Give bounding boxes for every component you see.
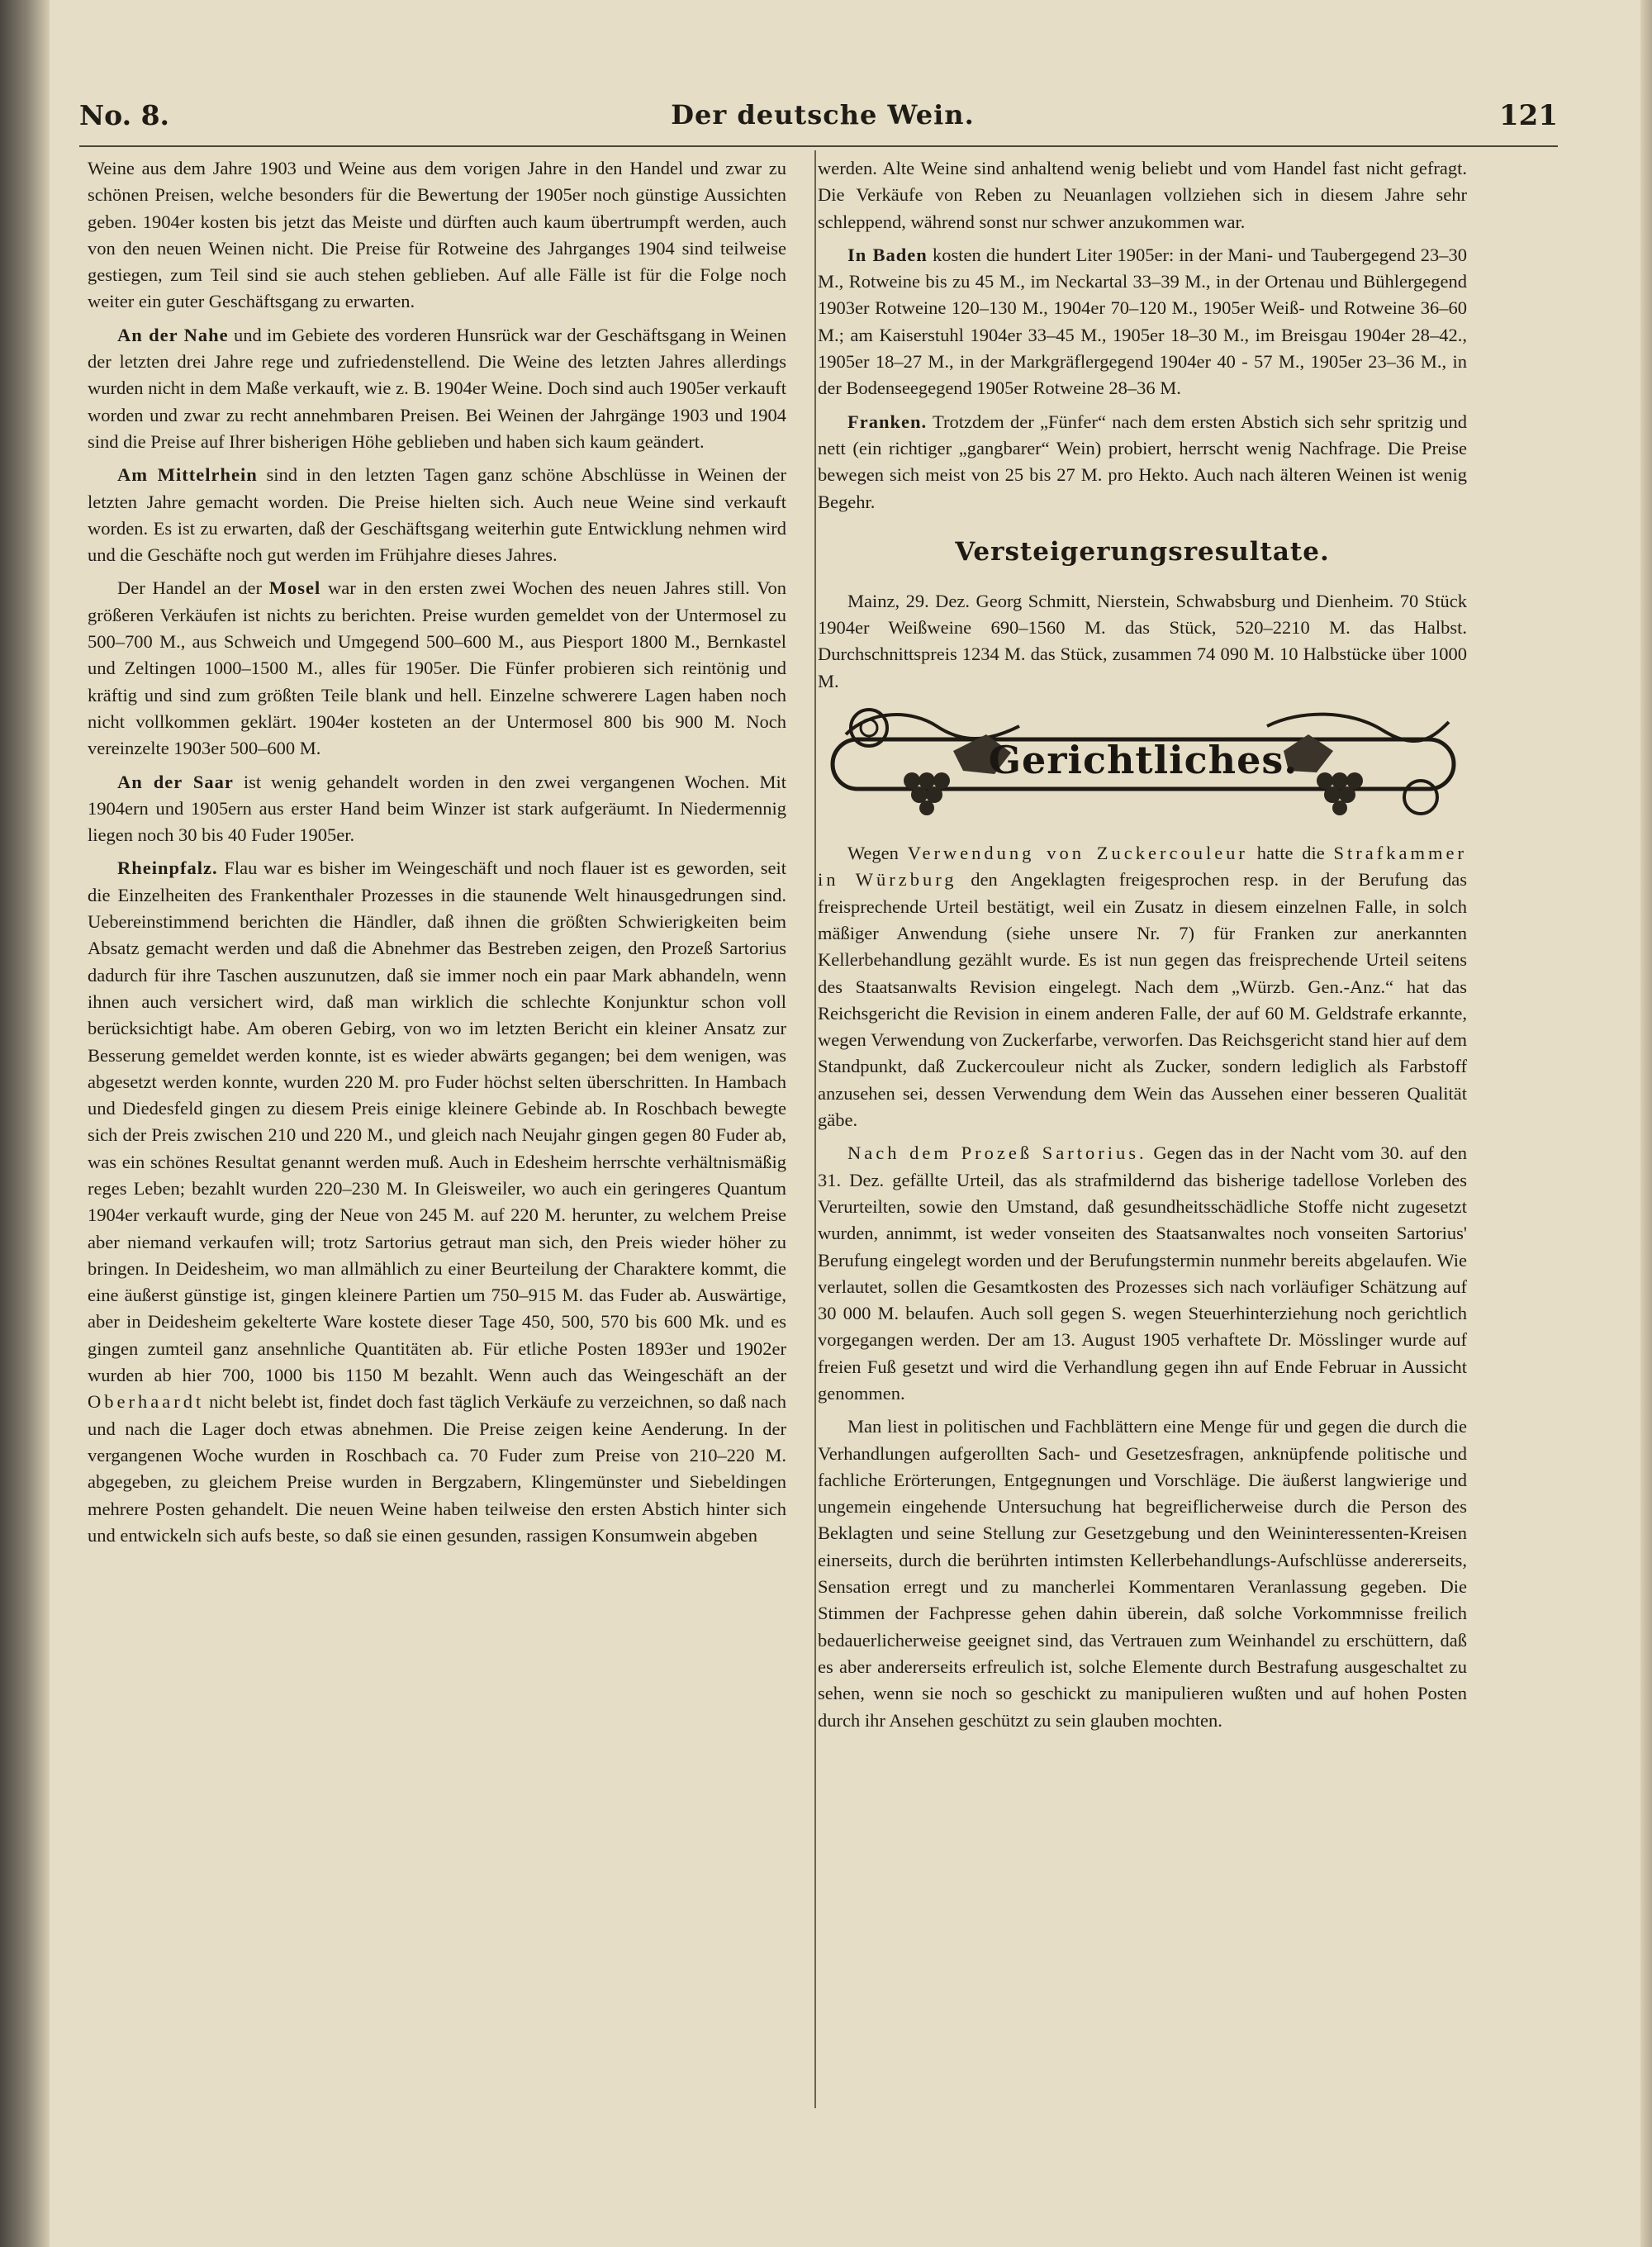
header-rule — [79, 145, 1558, 147]
paragraph-text: Mainz, 29. Dez. Georg Schmitt, Nierstein, Schwabsburg und Dienheim. 70 Stück 1904er Weißweine 690–1560 M. das Stück, 520–2210 M. das Halbst. Durchschnittspreis 1234 M. das Stück, zusammen 74 090 M. 10 Halbstücke über 1000 M. — [818, 590, 1467, 691]
region-heading: An der Saar — [117, 771, 234, 792]
paragraph — [818, 155, 1467, 235]
paragraph-press — [818, 1413, 1467, 1734]
paragraph-sartorius — [818, 1140, 1467, 1407]
paragraph-text: Trotzdem der „Fünfer“ nach dem ersten Abstich sich sehr spritzig und nett (ein richtiger „gangbarer“ Wein) probiert, herrscht wenig Nachfrage. Die Preise bewegen sich meist von 25 bis 27 M. pro Hekto. Auch nach älteren Weinen ist wenig Begehr. — [818, 411, 1467, 512]
region-heading: Am Mittelrhein — [117, 464, 258, 486]
paragraph-text: war in den ersten zwei Wochen des neuen Jahres still. Von größeren Verkäufen ist nichts zu berichten. Preise wurden gemeldet von der Untermosel zu 500–700 M., aus Schweich und Umgegend 500–600 M., aus Piesport 1800 M., Bernkastel und Zeltingen 1000–1500 M., alles für 1905er. Die Fünfer probieren sich reintönig und kräftig und sind zum größten Teile blank und hell. Einzelne schwerere Lagen haben noch nicht vollkommen geklärt. 1904er kosteten an der Untermosel 800 bis 900 M. Noch vereinzelte 1903er 500–600 M. — [88, 577, 787, 759]
paragraph-baden — [818, 242, 1467, 402]
region-heading: Franken. — [847, 411, 928, 432]
region-heading: In Baden — [847, 244, 928, 265]
paragraph-text: Der Handel an der — [117, 577, 269, 599]
page-edge — [1640, 0, 1652, 2247]
binding-gutter — [0, 0, 50, 2247]
banner-title: Gerichtliches. — [988, 738, 1298, 783]
paragraph-text: den Angeklagten freigesprochen resp. in der Berufung das freisprechende Urteil bestätigt, weil ein Zusatz in diesem einzelnen Falle, in solch mäßiger Anwendung (siehe unsere Nr. 7) für Franken zur anerkannten Kellerbehandlung gezählt wurde. Es ist nun gegen das freisprechende Urteil seitens des Staatsanwalts Revision eingelegt. Nach dem „Würzb. Gen.-Anz.“ hat das Reichsgericht die Revision in einem anderen Falle, der auf 60 M. Geldstrafe erkannte, wegen Verwendung von Zuckerfarbe, verworfen. Das Reichsgericht stand hier auf dem Standpunkt, daß Zuckercouleur nicht als Zucker, sondern lediglich als Farbstoff anzusehen sei, dessen Verwendung dem Wein das Aussehen einer besseren Qualität gäbe. — [818, 869, 1467, 1131]
section-banner — [821, 701, 1465, 824]
region-heading: Rheinpfalz. — [117, 857, 218, 879]
paragraph-text: Weine aus dem Jahre 1903 und Weine aus dem vorigen Jahre in den Handel und zwar zu schönen Preisen, welche besonders für die Bewertung der 1905er noch günstige Aussichten geben. 1904er kosten bis jetzt das Meiste und dürften auch kaum übertrumpft werden, auch von den neuen Weinen nicht. Die Preise für Rotweine des Jahrganges 1904 sind teilweise gestiegen, zum Teil sind sie auch stehen geblieben. Auf alle Fälle ist für die Folge noch weiter ein guter Geschäftsgang zu erwarten. — [88, 158, 786, 312]
paragraph-text: und im Gebiete des vorderen Hunsrück war der Geschäftsgang in Weinen der letzten drei Jahre rege und zufriedenstellend. Die Weine des letzten Jahres allerdings wurden nicht in dem Maße verkauft, wie z. B. 1904er Weine. Doch sind auch 1905er verkauft worden und zwar zu recht annehmbaren Preisen. Bei Weinen der Jahrgänge 1903 und 1904 sind die Preise auf Ihrer bisherigen Höhe geblieben und haben sich kaum geändert. — [88, 324, 786, 452]
paragraph-text: Gegen das in der Nacht vom 30. auf den 31. Dez. gefällte Urteil, das als strafmildernd das bisherige tadellose Vorleben des Verurteilten, sowie den Umstand, daß gesundheitsschädliche Stoffe nicht zugesetzt wurden, annimmt, ist weder vonseiten des Staatsanwaltes noch vonseiten Sartorius' Berufung eingelegt worden und der Berufungstermin nunmehr bereits abgelaufen. Wie verlautet, sollen die Gesamtkosten des Prozesses sich nach vorläufiger Schätzung auf 30 000 M. belaufen. Auch soll gegen S. wegen Steuerhinterziehung noch gerichtlich vorgegangen werden. Der am 13. August 1905 verhaftete Dr. Mösslinger wurde auf freien Fuß gesetzt und wird die Verhandlung gegen ihn auf Ende Februar in Aussicht genommen. — [818, 1143, 1467, 1404]
paragraph — [88, 155, 786, 316]
column-divider — [814, 150, 816, 2108]
newspaper-title: Der deutsche Wein. — [671, 99, 975, 131]
region-name: Oberhaardt — [88, 1391, 205, 1413]
paragraph-franken — [818, 409, 1467, 515]
paragraph-rheinpfalz — [88, 855, 786, 1549]
paragraph-nahe — [88, 322, 786, 455]
spaced-phrase: Strafkammer in Würzburg — [818, 843, 1467, 891]
paragraph-text: sind in den letzten Tagen ganz schöne Abschlüsse in Weinen der letzten Jahre gemacht worden. Die Preise hielten sich. Auch neue Weine sind verkauft worden. Es ist zu erwarten, daß der Geschäftsgang weiterhin gute Entwicklung nehmen wird und die Geschäfte noch gut werden im Frühjahre dieses Jahres. — [88, 464, 786, 566]
paragraph-text: ist wenig gehandelt worden in den zwei vergangenen Wochen. Mit 1904ern und 1905ern aus erster Hand beim Winzer ist stark aufgeräumt. In Niedermennig liegen noch 30 bis 40 Fuder 1905er. — [88, 771, 786, 846]
page-number: 121 — [1499, 99, 1558, 132]
spaced-phrase: Verwendung von Zuckercouleur — [907, 843, 1248, 864]
right-column — [818, 155, 1467, 1741]
paragraph-court — [818, 840, 1467, 1133]
spaced-phrase: Nach dem Prozeß Sartorius. — [847, 1143, 1147, 1164]
paragraph-mosel — [88, 575, 786, 762]
paragraph-text: Flau war es bisher im Weingeschäft und noch flauer ist es geworden, seit die Einzelheiten des Frankenthaler Prozesses in die staunende Welt hinausgedrungen sind. Uebereinstimmend berichten die Händler, daß ihnen die größten Schwierigkeiten beim Absatz gemacht werden und daß die Abnehmer das Bestreben zeigen, den Prozeß Sartorius dadurch für ihre Taschen auszunutzen, daß sie immer noch ein paar Mark abhandeln, wenn ihnen auch versichert wird, daß man wirklich die schlechte Konjunktur schon voll berücksichtigt habe. Am oberen Gebirg, von wo im letzten Bericht ein kleiner Ansatz zur Besserung gemeldet werden konnte, ist es wieder abwärts gegangen; bei dem wenigen, was abgesetzt werden konnte, wurden 220 M. pro Fuder höchst selten überschritten. In Hambach und Diedesfeld gingen zu diesem Preis einige kleinere Gebinde ab. In Roschbach bewegte sich der Preis zwischen 210 und 220 M., und gleich nach Neujahr gingen gegen 80 Fuder ab, was ein schönes Resultat genannt werden muß. Auch in Edesheim herrschte verhältnismäßig reges Leben; bezahlt wurden 220–230 M. In Gleisweiler, wo auch ein geringeres Quantum 1904er verkauft wurde, ging der Neue von 245 M. auf 220 M. herunter, zu welchem Preise aber niemand verkaufen will; trotz Sartorius getraut man sich, den Preis wieder höher zu bringen. In Deidesheim, wo man allmählich zu einer Beurteilung der Charaktere kommt, die eine äußerst günstige ist, gingen kleinere Partien um 750–915 M. das Fuder ab. Auswärtige, aber in Deidesheim gekelterte Ware kostete dieser Tage 450, 500, 570 bis 600 Mk. und es gingen zumteil ganz ansehnliche Quantitäten ab. Für etliche Posten 1893er und 1902er wurden ab hier 700, 1000 bis 1150 M bezahlt. Wenn auch das Weingeschäft an der — [88, 857, 786, 1386]
page-header — [79, 99, 1566, 149]
paragraph-mittelrhein — [88, 462, 786, 568]
region-heading: An der Nahe — [117, 324, 229, 345]
paragraph-text: Wegen — [847, 843, 908, 864]
paragraph-auction — [818, 588, 1467, 695]
paragraph-text: kosten die hundert Liter 1905er: in der Mani- und Taubergegend 23–30 M., Rotweine bis zu 45 M., im Neckartal 33–39 M., in der Ortenau und Bühlergegend 1903er Rotweine 120–130 M., 1904er 70–120 M., 1905er Weiß- und Rotweine 36–60 M.; am Kaiserstuhl 1904er 33–45 M., 1905er 18–30 M., im Breisgau 1904er 28–42., 1905er 18–27 M., in der Markgräflergegend 1904er 40 - 57 M., 1905er 23–36 M., in der Bodenseegegend 1905er Rotweine 28–36 M. — [818, 244, 1467, 399]
section-heading-auctions: Versteigerungsresultate. — [955, 536, 1330, 567]
issue-number: No. 8. — [79, 99, 170, 131]
region-heading: Mosel — [268, 577, 321, 599]
paragraph-text: Man liest in politischen und Fachblättern eine Menge für und gegen die durch die Verhandlungen aufgerollten Sach- und Gesetzesfragen, anknüpfende politische und fachliche Erörterungen, Entgegnungen und Vorschläge. Die äußerst langwierige und ungemein eingehende Untersuchung hat begreiflicherweise durch die Person des Beklagten und seine Stellung zur Gesetzgebung und den Weininteressenten-Kreisen einerseits, durch die berührten intimsten Kellerbehandlungs-Aufschlüsse andererseits, Sensation erregt und zu mancherlei Kommentaren Veranlassung gegeben. Die Stimmen der Fachpresse gehen dahin überein, daß solche Vorkommnisse freilich bedauerlicherweise geeignet sind, das Vertrauen zum Weinhandel zu erschüttern, daß es aber andererseits erfreulich ist, solche Elemente durch Bestrafung ausgeschaltet zu sehen, wenn sie noch so geschickt zu manipulieren wußten und auf hohen Posten durch ihr Ansehen geschützt zu sein glauben mochten. — [818, 1416, 1467, 1731]
paragraph-saar — [88, 769, 786, 849]
paragraph-text: nicht belebt ist, findet doch fast täglich Verkäufe zu verzeichnen, so daß nach und nach die Lager doch etwas abnehmen. Die Preise zeigen keine Aenderung. In der vergangenen Woche wurden in Roschbach ca. 70 Fuder zum Preise von 210–220 M. abgegeben, zu gleichem Preise wurden in Bergzabern, Klingemünster und Siebeldingen mehrere Posten gehandelt. Die neuen Weine haben teilweise den ersten Abstich hinter sich und entwickeln sich aufs beste, so daß sie einen gesunden, rassigen Konsumwein abgeben — [88, 1391, 786, 1546]
left-column — [88, 155, 786, 1556]
paragraph-text: werden. Alte Weine sind anhaltend wenig beliebt und vom Handel fast nicht gefragt. Die Verkäufe von Reben zu Neuanlagen vollziehen sich in diesem Jahre sehr schleppend, während sonst nur schwer anzukommen war. — [818, 158, 1467, 232]
paragraph-text: hatte die — [1247, 843, 1334, 864]
